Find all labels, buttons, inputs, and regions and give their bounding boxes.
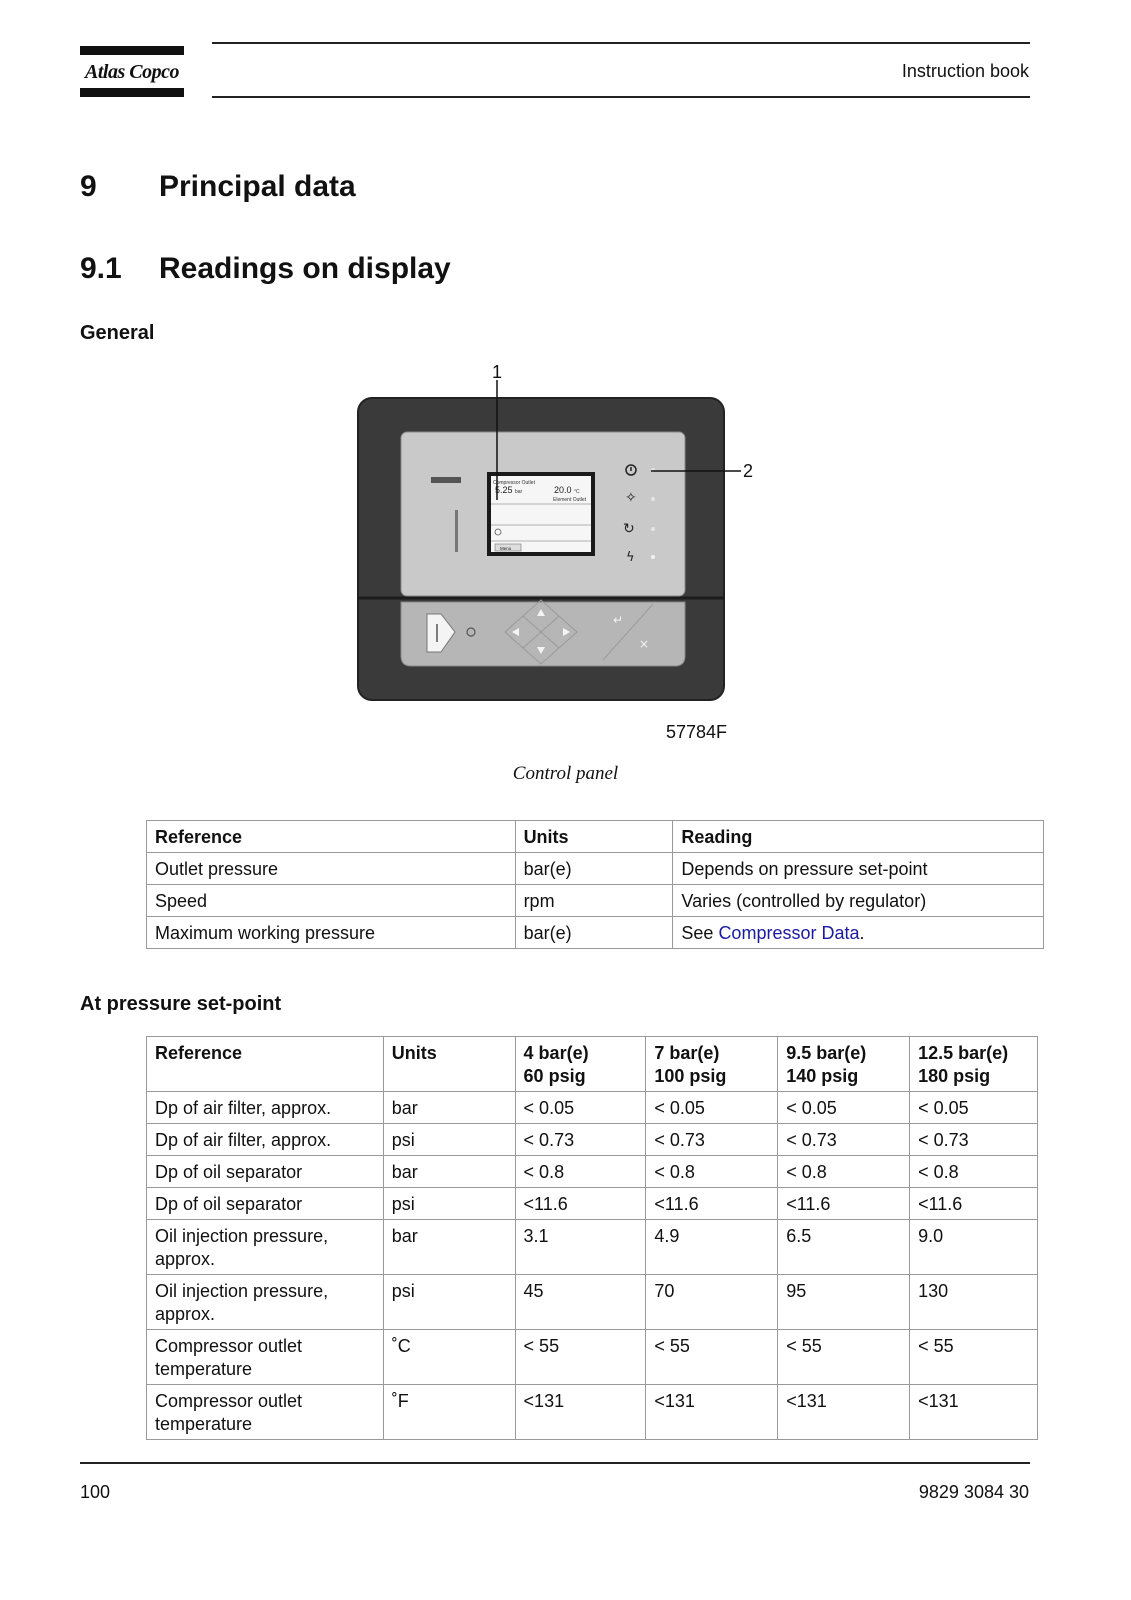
table-cell: Compressor outlet temperature	[147, 1385, 384, 1440]
subsection-title: Readings on display	[159, 252, 451, 285]
table-cell: < 0.05	[778, 1092, 910, 1124]
footer-rule	[80, 1462, 1030, 1464]
table-cell: < 55	[646, 1330, 778, 1385]
led-4	[651, 555, 655, 559]
header-cell: 7 bar(e) 100 psig	[646, 1037, 778, 1092]
control-panel-figure	[355, 360, 765, 710]
table-cell: <11.6	[778, 1188, 910, 1220]
table-cell: <131	[910, 1385, 1038, 1440]
escape-icon: ×	[639, 637, 650, 651]
table-row	[147, 1188, 1038, 1220]
table-cell: bar(e)	[515, 853, 673, 885]
document-number: 9829 3084 30	[918, 1482, 1029, 1502]
table-row	[147, 1385, 1038, 1440]
section-heading	[80, 170, 356, 204]
header-cell: Reference	[147, 1037, 384, 1092]
table-cell: rpm	[515, 885, 673, 917]
table-cell: <11.6	[646, 1188, 778, 1220]
service-icon: ✧	[625, 490, 637, 506]
table-cell: < 55	[778, 1330, 910, 1385]
table-row	[147, 853, 1044, 885]
callout-2-label: 2	[743, 461, 754, 481]
section-title: Principal data	[159, 170, 356, 203]
table-row	[147, 1156, 1038, 1188]
table-cell: < 0.05	[515, 1092, 646, 1124]
table-cell: Compressor outlet temperature	[147, 1330, 384, 1385]
table-cell: 70	[646, 1275, 778, 1330]
table-cell: psi	[383, 1275, 515, 1330]
table-cell: bar(e)	[515, 917, 673, 949]
table-cell: < 0.73	[646, 1124, 778, 1156]
table-cell: Oil injection pressure, approx.	[147, 1275, 384, 1330]
table-cell: <131	[778, 1385, 910, 1440]
lcd-value-2: 20.0	[554, 485, 572, 495]
lcd-value-1: 5.25	[495, 485, 513, 495]
reading-suffix: .	[859, 923, 865, 943]
header-cell: 12.5 bar(e) 180 psig	[910, 1037, 1038, 1092]
table-cell: 130	[910, 1275, 1038, 1330]
table-cell: Dp of air filter, approx.	[147, 1124, 384, 1156]
table-cell: <131	[646, 1385, 778, 1440]
table-cell: Oil injection pressure, approx.	[147, 1220, 384, 1275]
table-cell: Outlet pressure	[147, 853, 516, 885]
callout-1-label: 1	[492, 362, 503, 382]
table-row	[147, 1220, 1038, 1275]
table-row	[147, 885, 1044, 917]
table-cell: 6.5	[778, 1220, 910, 1275]
table-cell: Dp of air filter, approx.	[147, 1092, 384, 1124]
table-cell: < 0.8	[910, 1156, 1038, 1188]
lcd-line-1: Compressor Outlet	[493, 480, 535, 486]
figure-code: 57784F	[666, 722, 728, 742]
table-cell: 45	[515, 1275, 646, 1330]
table-cell: 9.0	[910, 1220, 1038, 1275]
section-number: 9	[80, 170, 97, 203]
table-cell: < 0.05	[910, 1092, 1038, 1124]
table-cell: <11.6	[515, 1188, 646, 1220]
general-readings-table	[146, 820, 1044, 949]
led-3	[651, 527, 655, 531]
compressor-data-link[interactable]: Compressor Data	[718, 923, 860, 943]
table-row	[147, 917, 1044, 949]
table-cell: bar	[383, 1156, 515, 1188]
header-title: Instruction book	[901, 61, 1029, 81]
page-number: 100	[80, 1482, 111, 1502]
table-cell: bar	[383, 1220, 515, 1275]
table-cell: psi	[383, 1188, 515, 1220]
table-cell	[673, 917, 1044, 949]
table-cell: < 55	[515, 1330, 646, 1385]
table-row	[147, 1275, 1038, 1330]
reading-prefix: See	[681, 923, 719, 943]
header-cell: 9.5 bar(e) 140 psig	[778, 1037, 910, 1092]
table-cell: Maximum working pressure	[147, 917, 516, 949]
header-cell: Units	[383, 1037, 515, 1092]
header-cell: Reading	[673, 821, 1044, 853]
table-cell: < 0.73	[778, 1124, 910, 1156]
voltage-icon: ϟ	[626, 550, 635, 565]
company-logo: Atlas Copco	[85, 61, 179, 83]
table-header-row	[147, 821, 1044, 853]
header-cell: 4 bar(e) 60 psig	[515, 1037, 646, 1092]
table-row	[147, 1330, 1038, 1385]
logo-top-bar	[80, 46, 184, 55]
lcd-line-2: Element Outlet	[553, 497, 587, 503]
header-cell: Reference	[147, 821, 516, 853]
lcd-unit-1: bar	[515, 489, 523, 495]
setpoint-table-body	[147, 1092, 1038, 1440]
lcd-menu-label: Menu	[500, 546, 512, 551]
table-cell: ˚C	[383, 1330, 515, 1385]
table-cell: < 0.73	[910, 1124, 1038, 1156]
table-cell: Dp of oil separator	[147, 1188, 384, 1220]
header-bottom-rule	[212, 96, 1030, 98]
table-cell: Varies (controlled by regulator)	[673, 885, 1044, 917]
table-cell: 4.9	[646, 1220, 778, 1275]
table-row	[147, 1124, 1038, 1156]
header-cell: Units	[515, 821, 673, 853]
panel-logo	[431, 477, 461, 483]
table-row	[147, 1092, 1038, 1124]
table-cell: psi	[383, 1124, 515, 1156]
table-cell: < 0.8	[515, 1156, 646, 1188]
table-cell: < 0.8	[778, 1156, 910, 1188]
setpoint-heading: At pressure set-point	[80, 993, 282, 1015]
figure-caption: Control panel	[512, 763, 619, 784]
enter-icon: ↵	[613, 613, 624, 627]
table-cell: <131	[515, 1385, 646, 1440]
table-cell: 3.1	[515, 1220, 646, 1275]
subsection-heading	[80, 252, 451, 286]
table-cell: Dp of oil separator	[147, 1156, 384, 1188]
general-heading: General	[80, 322, 155, 344]
auto-restart-icon: ↻	[623, 521, 635, 537]
panel-side-text	[455, 510, 458, 552]
logo-bottom-bar	[80, 88, 184, 97]
header-top-rule	[212, 42, 1030, 44]
led-2	[651, 497, 655, 501]
table-cell: Speed	[147, 885, 516, 917]
table-cell: < 0.73	[515, 1124, 646, 1156]
table-header-row	[147, 1037, 1038, 1092]
table-cell: < 0.8	[646, 1156, 778, 1188]
table-cell: bar	[383, 1092, 515, 1124]
table-cell: 95	[778, 1275, 910, 1330]
setpoint-table	[146, 1036, 1038, 1440]
table-cell: <11.6	[910, 1188, 1038, 1220]
subsection-number: 9.1	[80, 252, 122, 285]
table-cell: < 55	[910, 1330, 1038, 1385]
table-cell: Depends on pressure set-point	[673, 853, 1044, 885]
table-cell: ˚F	[383, 1385, 515, 1440]
table-cell: < 0.05	[646, 1092, 778, 1124]
lcd-unit-2: °C	[574, 489, 580, 495]
